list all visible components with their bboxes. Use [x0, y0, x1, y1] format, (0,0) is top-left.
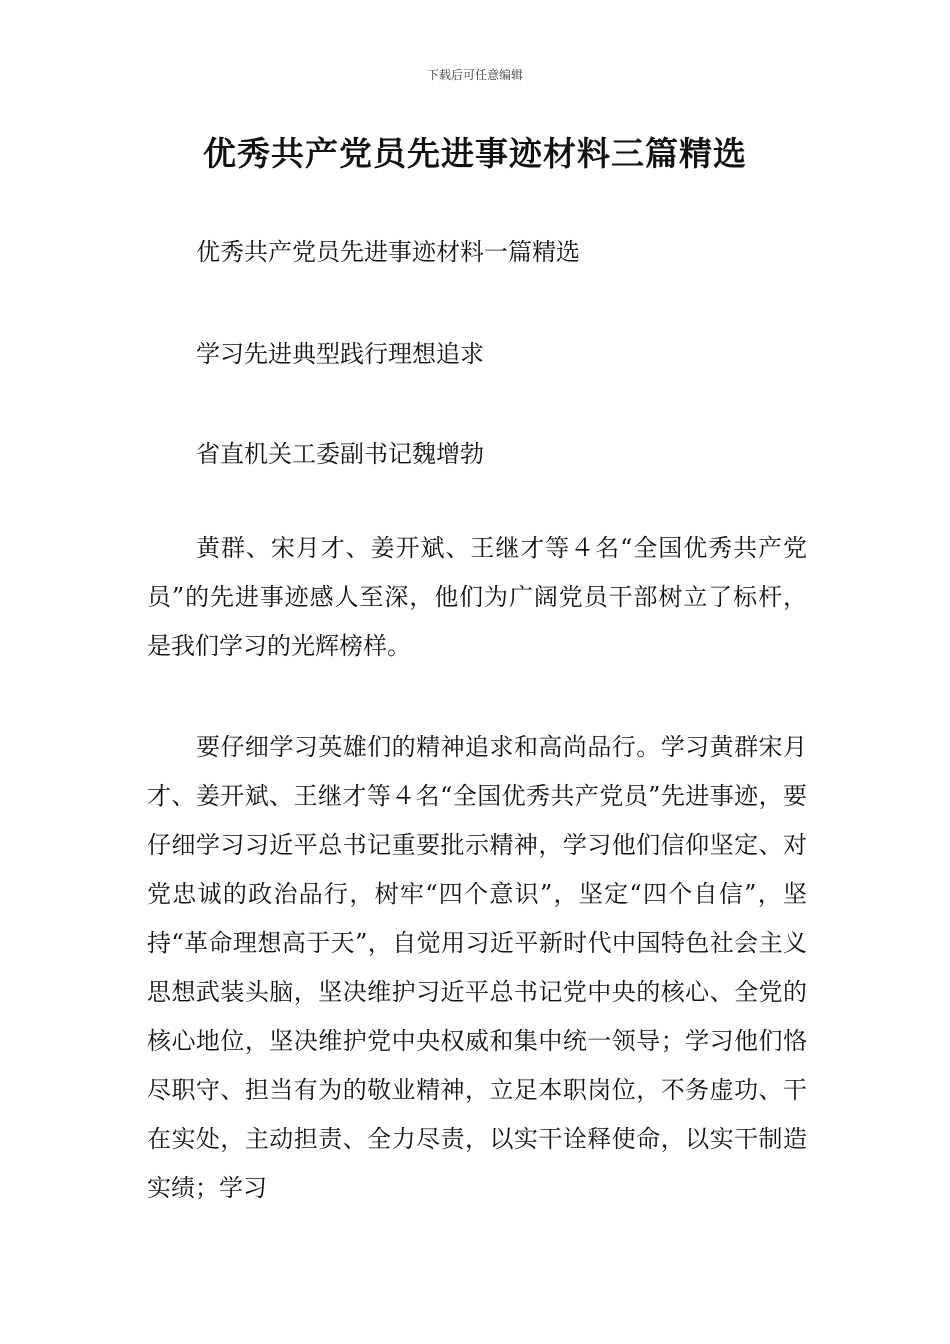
author-line: 省直机关工委副书记魏增勃: [196, 440, 484, 468]
header-note: 下载后可任意编辑: [426, 68, 523, 82]
document-subtitle: 优秀共产党员先进事迹材料一篇精选: [196, 238, 580, 266]
section-heading: 学习先进典型践行理想追求: [196, 340, 484, 368]
paragraph-2: 要仔细学习英雄们的精神追求和高尚品行。学习黄群宋月才、姜开斌、王继才等４名“全国优秀共产党员”先进事迹，要仔细学习习近平总书记重要批示精神，学习他们信仰坚定、对党忠诚的政治品行，树牢“四个意识”，坚定“四个自信”，坚持“革命理想高于天”，自觉用习近平新时代中国特色社会主义思想武装头脑，坚决维护习近平总书记党中央的核心、全党的核心地位，坚决维护党中央权威和集中统一领导；学习他们恪尽职守、担当有为的敬业精神，立足本职岗位，不务虚功、干在实处，主动担责、全力尽责，以实干诠释使命，以实干制造实绩；学习: [147, 733, 807, 1202]
document-title: 优秀共产党员先进事迹材料三篇精选: [203, 134, 747, 173]
paragraph-1: 黄群、宋月才、姜开斌、王继才等４名“全国优秀共产党员”的先进事迹感人至深，他们为广阔党员干部树立了标杆，是我们学习的光辉榜样。: [147, 534, 807, 660]
